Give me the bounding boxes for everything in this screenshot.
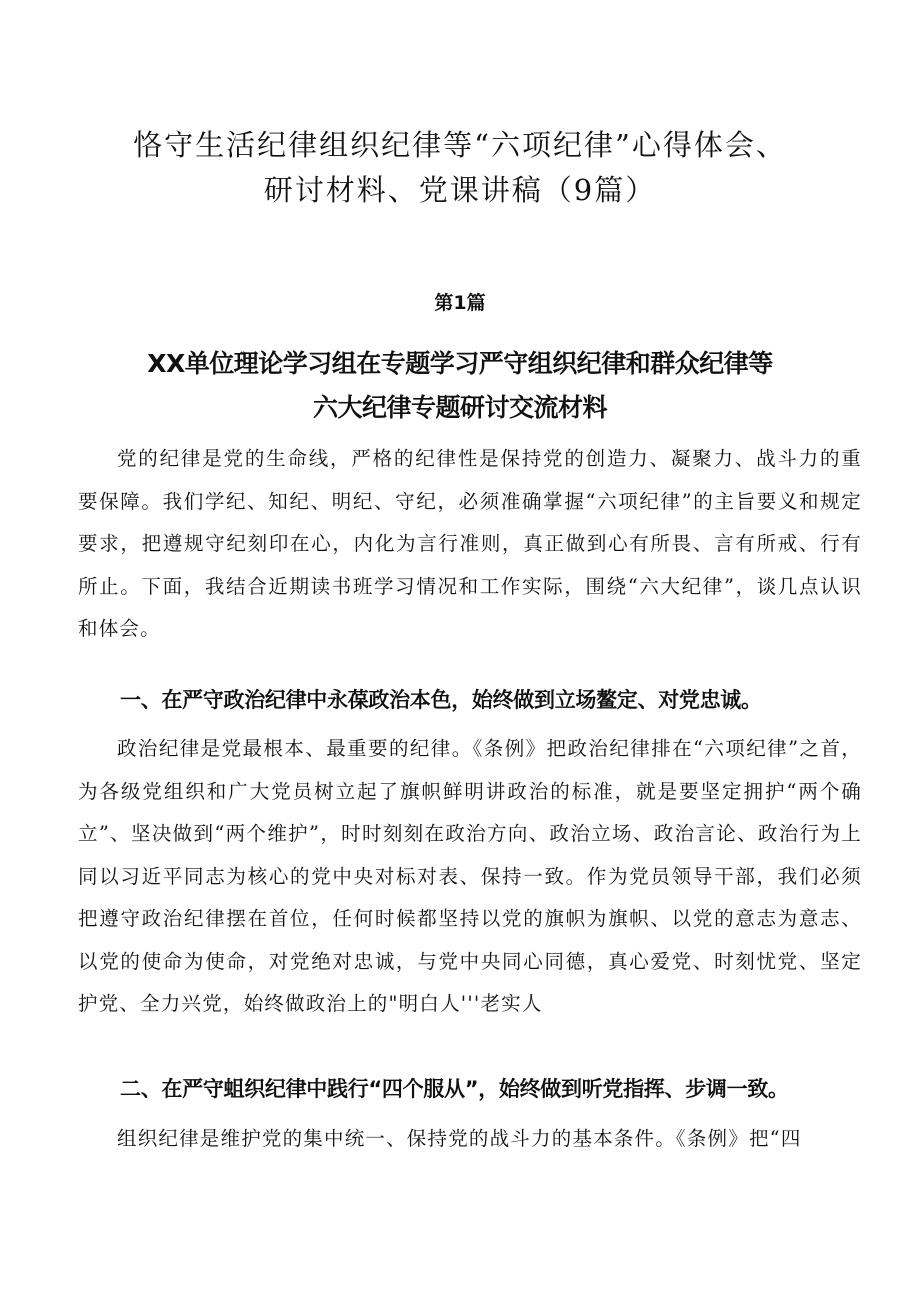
document-title-line-2: 研讨材料、党课讲稿（9篇） — [263, 173, 657, 207]
intro-paragraph: 党的纪律是党的生命线，严格的纪律性是保持党的创造力、凝聚力、战斗力的重要保障。我们学纪、知纪、明纪、守纪，必须准确掌握“六项纪律”的主旨要义和规定要求，把遵规守纪刻印在心，内化为言行准则，真正做到心有所畏、言有所戒、行有所止。下面，我结合近期读书班学习情况和工作实际，围绕“六大纪律”，谈几点认识和体会。 — [78, 447, 862, 640]
section-title-line-1: XX单位理论学习组在专题学习严守组织纪律和群众纪律等 — [147, 349, 773, 378]
heading-political-discipline: 一、在严守政治纪律中永葆政治本色，始终做到立场鳌定、对党忠诚。 — [120, 688, 762, 712]
organizational-discipline-paragraph: 组织纪律是维护党的集中统一、保持党的战斗力的基本条件。《条例》把“四 — [117, 1127, 802, 1150]
document-title-line-1: 恪守生活纪律组织纪律等“六项纪律”心得体会、 — [133, 128, 787, 162]
political-discipline-paragraph: 政治纪律是党最根本、最重要的纪律。《条例》把政治纪律排在“六项纪律”之首，为各级党组织和广大党员树立起了旗帜鲜明讲政治的标准，就是要坚定拥护“两个确立”、坚决做到“两个维护”，时时刻刻在政治方向、政治立场、政治言论、政治行为上同以习近平同志为核心的党中央对标对表、保持一致。作为党员领导干部，我们必须把遵守政治纪律摆在首位，任何时候都坚持以党的旗帜为旗帜、以党的意志为意志、以党的使命为使命，对党绝对忠诚，与党中央同心同德，真心爱党、时刻忧党、坚定护党、全力兴党，始终做政治上的"明白人'''老实人 — [78, 737, 862, 1015]
section-title-line-2: 六大纪律专题研讨交流材料 — [312, 393, 607, 422]
heading-organizational-discipline: 二、在严守蛆织纪律中践行“四个服从”，始终做到听党指挥、步调一致。 — [120, 1077, 789, 1101]
part-label: 第1篇 — [434, 292, 486, 314]
